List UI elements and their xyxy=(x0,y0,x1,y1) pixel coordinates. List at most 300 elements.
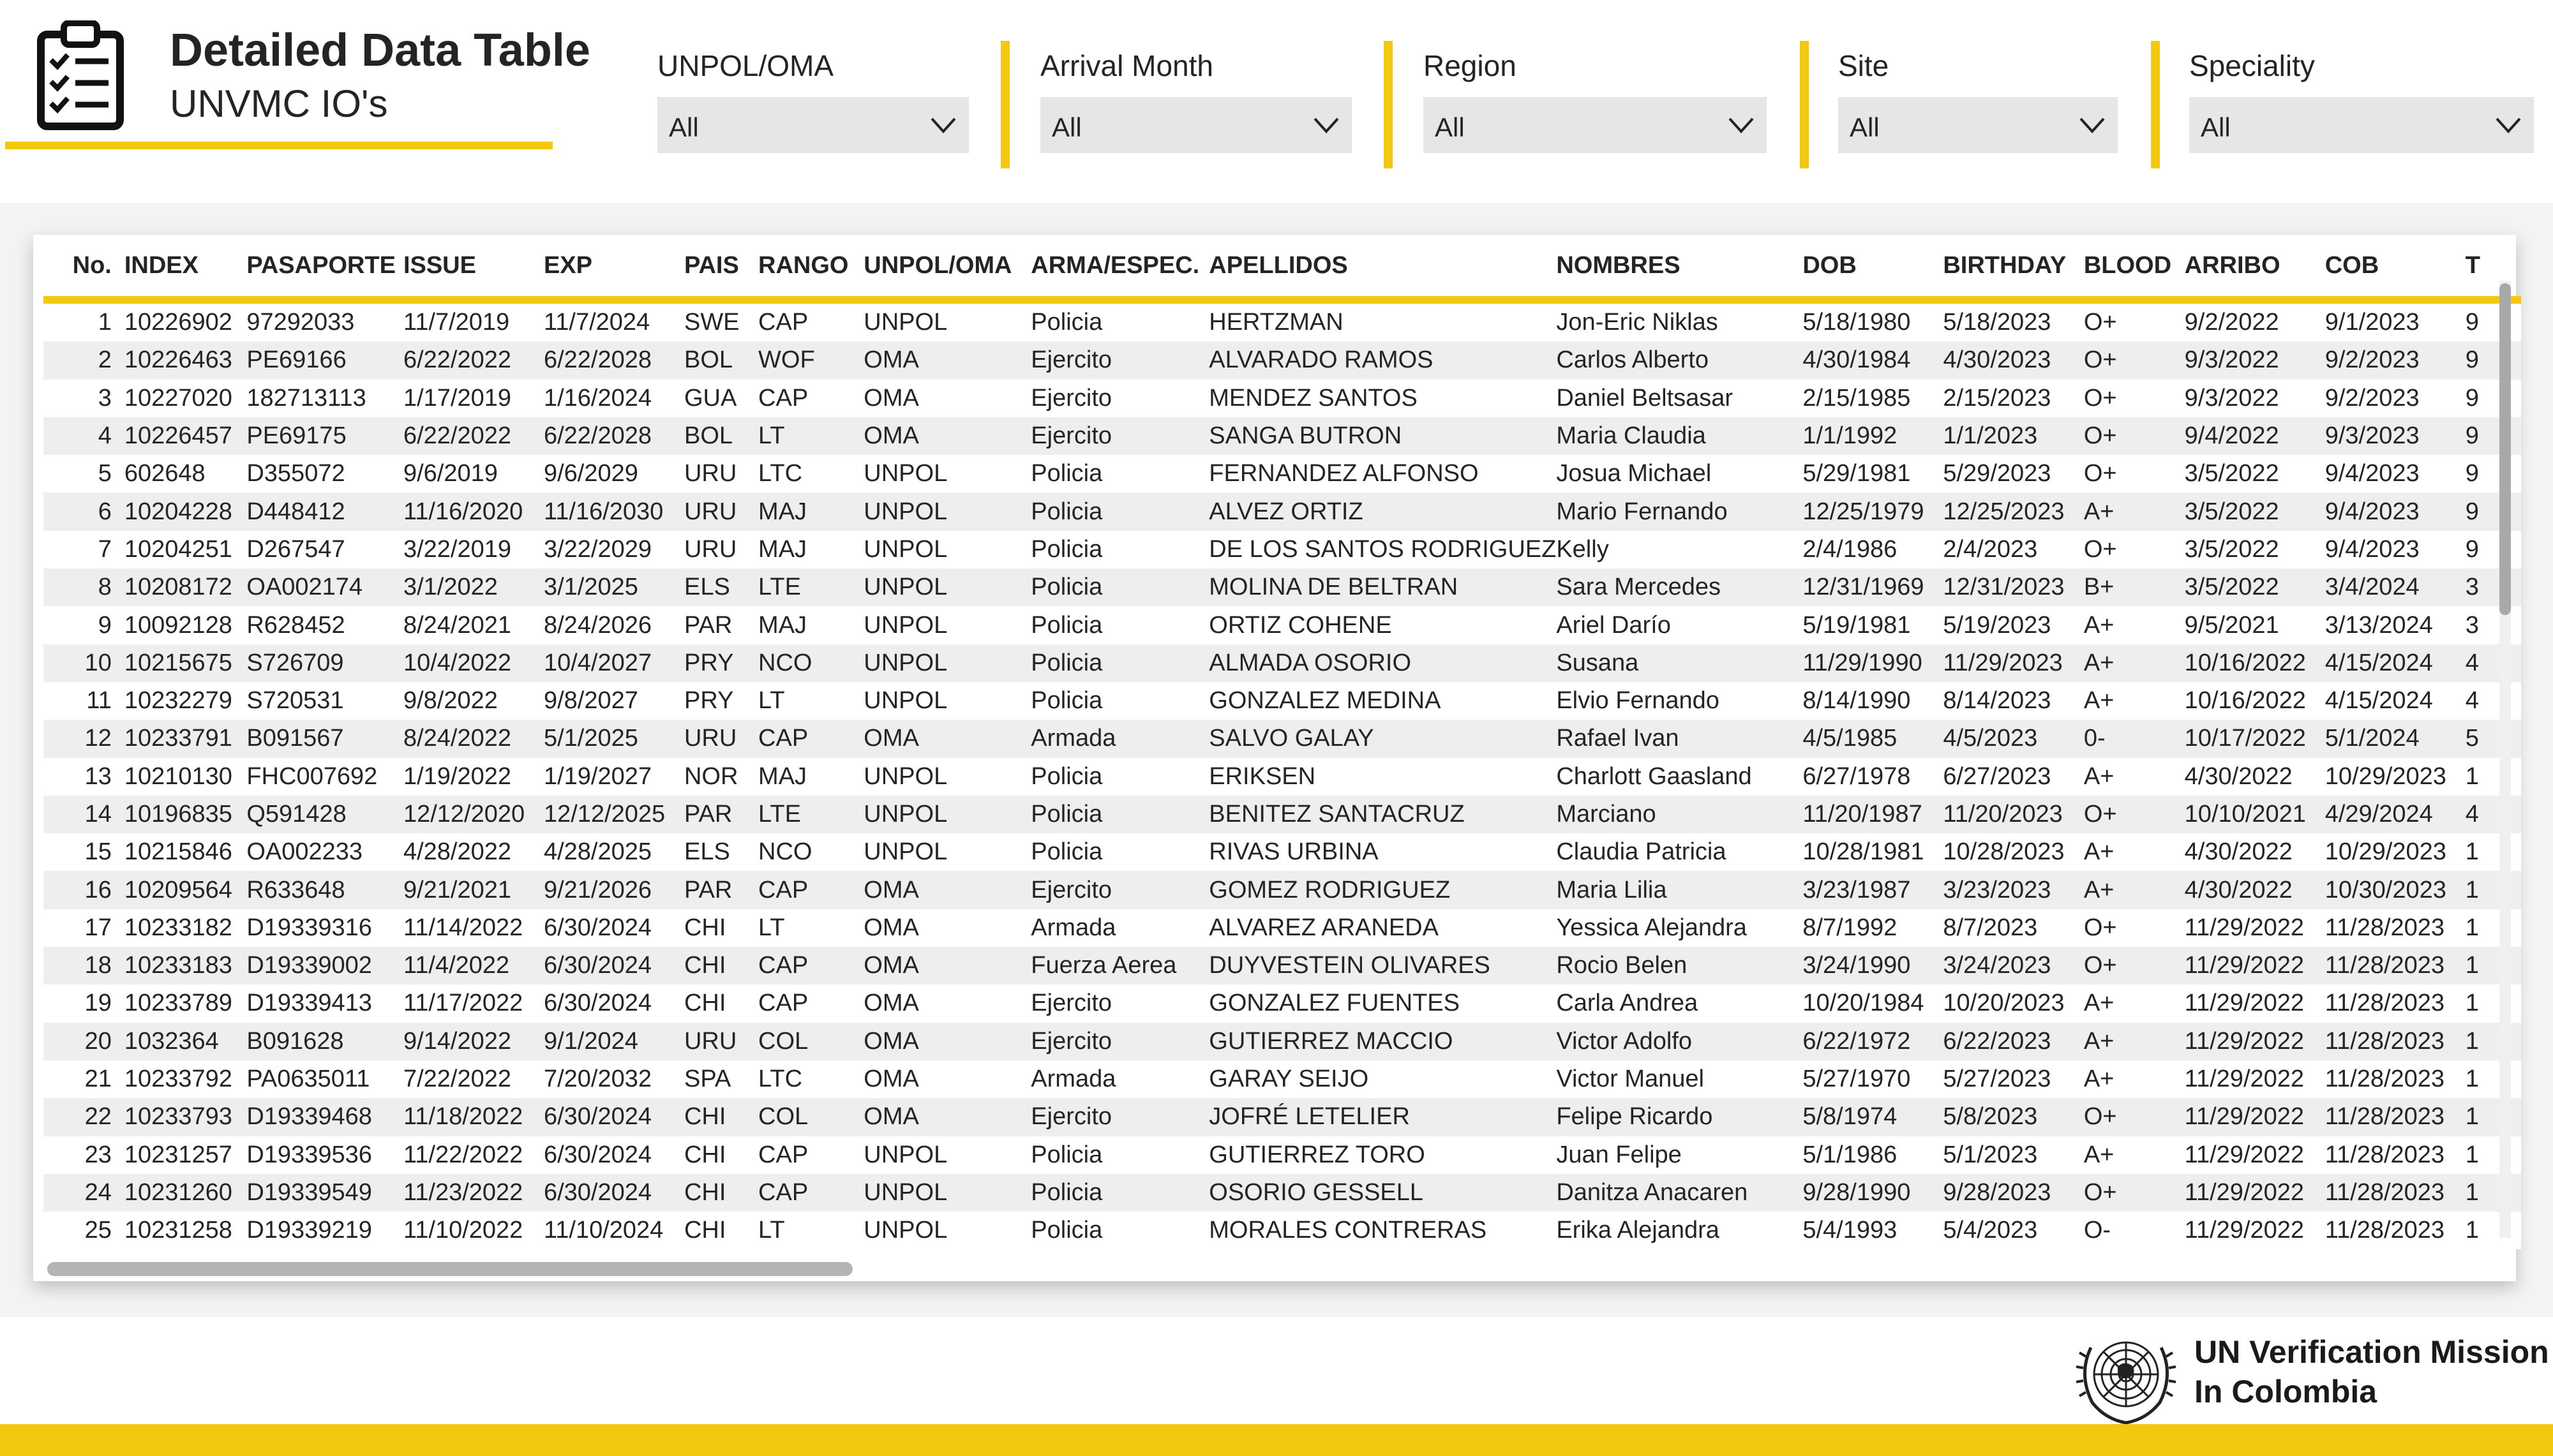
table-cell: 2 xyxy=(43,341,124,379)
table-cell: 11/14/2022 xyxy=(403,909,544,947)
table-cell: A+ xyxy=(2084,833,2185,871)
table-cell: 4/28/2022 xyxy=(403,833,544,871)
report-title: Detailed Data Table xyxy=(170,25,590,76)
table-cell: 10208172 xyxy=(124,568,247,606)
table-cell: SANGA BUTRON xyxy=(1209,417,1556,455)
table-cell: 11/16/2030 xyxy=(544,493,684,530)
table-cell: 1/19/2027 xyxy=(544,758,684,796)
table-cell: Ejercito xyxy=(1031,1098,1209,1136)
table-cell: D19339219 xyxy=(246,1212,403,1249)
table-cell: B091628 xyxy=(246,1023,403,1060)
table-cell: 6/30/2024 xyxy=(544,1174,684,1212)
divider xyxy=(2151,41,2160,168)
table-cell: 3/5/2022 xyxy=(2185,568,2325,606)
table-cell: O+ xyxy=(2084,341,2185,379)
table-cell: 1032364 xyxy=(124,1023,247,1060)
table-cell: 4/29/2024 xyxy=(2325,796,2466,833)
table-cell: OMA xyxy=(864,909,1031,947)
table-cell: 4 xyxy=(43,417,124,455)
table-cell: 9 xyxy=(2466,455,2521,493)
table-cell: A+ xyxy=(2084,606,2185,644)
table-cell: 9/2/2023 xyxy=(2325,380,2466,417)
horizontal-scrollbar-thumb[interactable] xyxy=(47,1262,853,1276)
table-cell: 12/12/2025 xyxy=(544,796,684,833)
table-cell: OSORIO GESSELL xyxy=(1209,1174,1556,1212)
table-cell: 1/1/1992 xyxy=(1802,417,1943,455)
unpol-oma-dropdown[interactable] xyxy=(657,97,969,153)
table-cell: UNPOL xyxy=(864,1136,1031,1174)
table-cell: HERTZMAN xyxy=(1209,300,1556,341)
table-row[interactable] xyxy=(43,682,2521,720)
table-cell: 10092128 xyxy=(124,606,247,644)
table-row[interactable] xyxy=(43,1098,2521,1136)
table-cell: 8/24/2026 xyxy=(544,606,684,644)
table-cell: 10204251 xyxy=(124,531,247,568)
table-cell: 3/1/2022 xyxy=(403,568,544,606)
table-cell: GONZALEZ FUENTES xyxy=(1209,984,1556,1022)
table-cell: A+ xyxy=(2084,493,2185,530)
table-cell: 11/29/2022 xyxy=(2185,909,2325,947)
table-cell: 11/29/2022 xyxy=(2185,1174,2325,1212)
table-cell: UNPOL xyxy=(864,758,1031,796)
table-cell: A+ xyxy=(2084,682,2185,720)
table-cell: CHI xyxy=(684,984,758,1022)
table-cell: 19 xyxy=(43,984,124,1022)
table-row[interactable] xyxy=(43,1212,2521,1249)
table-cell: 5/1/1986 xyxy=(1802,1136,1943,1174)
column-header[interactable]: ISSUE xyxy=(403,235,544,300)
table-cell: URU xyxy=(684,720,758,757)
table-row[interactable] xyxy=(43,493,2521,530)
table-cell: 1/19/2022 xyxy=(403,758,544,796)
chevron-down-icon xyxy=(2494,114,2522,137)
column-header[interactable]: INDEX xyxy=(124,235,247,300)
table-cell: UNPOL xyxy=(864,644,1031,682)
table-cell: Ejercito xyxy=(1031,984,1209,1022)
table-cell: 1 xyxy=(2466,1212,2521,1249)
filter-speciality xyxy=(2189,0,2534,166)
table-cell: UNPOL xyxy=(864,682,1031,720)
table-cell: 11/22/2022 xyxy=(403,1136,544,1174)
table-cell: 9/3/2023 xyxy=(2325,417,2466,455)
table-cell: 11/20/2023 xyxy=(1943,796,2083,833)
column-header[interactable]: DOB xyxy=(1802,235,1943,300)
table-cell: ALMADA OSORIO xyxy=(1209,644,1556,682)
table-cell: 3/23/1987 xyxy=(1802,871,1943,909)
table-cell: Policia xyxy=(1031,1212,1209,1249)
table-cell: 10/10/2021 xyxy=(2185,796,2325,833)
table-cell: 4/5/1985 xyxy=(1802,720,1943,757)
table-cell: 6/30/2024 xyxy=(544,1098,684,1136)
table-header-row xyxy=(43,235,2521,300)
table-cell: CAP xyxy=(758,1174,864,1212)
table-cell: UNPOL xyxy=(864,796,1031,833)
column-header[interactable]: ARRIBO xyxy=(2185,235,2325,300)
table-cell: 6 xyxy=(43,493,124,530)
table-cell: 6/30/2024 xyxy=(544,909,684,947)
table-cell: 10/17/2022 xyxy=(2185,720,2325,757)
table-cell: 5/1/2025 xyxy=(544,720,684,757)
table-cell: 17 xyxy=(43,909,124,947)
table-cell: COL xyxy=(758,1098,864,1136)
table-cell: 1 xyxy=(2466,984,2521,1022)
table-cell: URU xyxy=(684,455,758,493)
divider xyxy=(1001,41,1010,168)
table-row[interactable] xyxy=(43,720,2521,757)
table-cell: OMA xyxy=(864,871,1031,909)
table-cell: 11/28/2023 xyxy=(2325,909,2466,947)
table-cell: 4/30/2023 xyxy=(1943,341,2083,379)
table-cell: CHI xyxy=(684,947,758,984)
column-header[interactable]: T xyxy=(2466,235,2521,300)
table-cell: CHI xyxy=(684,909,758,947)
table-cell: 9/4/2023 xyxy=(2325,493,2466,530)
table-cell: 3 xyxy=(43,380,124,417)
table-cell: LTE xyxy=(758,796,864,833)
speciality-dropdown[interactable] xyxy=(2189,97,2534,153)
table-cell: Policia xyxy=(1031,758,1209,796)
table-cell: ALVAREZ ARANEDA xyxy=(1209,909,1556,947)
table-cell: O+ xyxy=(2084,380,2185,417)
table-row[interactable] xyxy=(43,300,2521,341)
table-cell: UNPOL xyxy=(864,493,1031,530)
table-cell: 10/28/2023 xyxy=(1943,833,2083,871)
table-cell: Ejercito xyxy=(1031,341,1209,379)
table-cell: DUYVESTEIN OLIVARES xyxy=(1209,947,1556,984)
vertical-scrollbar-thumb[interactable] xyxy=(2499,283,2511,615)
table-cell: 9/8/2027 xyxy=(544,682,684,720)
table-cell: 3 xyxy=(2466,568,2521,606)
table-row[interactable] xyxy=(43,455,2521,493)
organization-name xyxy=(2194,1332,2549,1411)
table-cell: 9/5/2021 xyxy=(2185,606,2325,644)
table-cell: 10/4/2027 xyxy=(544,644,684,682)
chevron-down-icon xyxy=(1312,114,1340,137)
table-cell: 9/4/2022 xyxy=(2185,417,2325,455)
chevron-down-icon xyxy=(1727,114,1755,137)
table-cell: 4/30/2022 xyxy=(2185,833,2325,871)
table-cell: 5/8/1974 xyxy=(1802,1098,1943,1136)
table-cell: 1 xyxy=(2466,1023,2521,1060)
table-cell: 11/28/2023 xyxy=(2325,1174,2466,1212)
table-row[interactable] xyxy=(43,1023,2521,1060)
table-row[interactable] xyxy=(43,871,2521,909)
table-cell: CAP xyxy=(758,984,864,1022)
table-cell: A+ xyxy=(2084,1136,2185,1174)
table-cell: 2/4/1986 xyxy=(1802,531,1943,568)
table-cell: A+ xyxy=(2084,984,2185,1022)
table-row[interactable] xyxy=(43,341,2521,379)
column-header[interactable]: ARMA/ESPEC. xyxy=(1031,235,1209,300)
column-header[interactable]: COB xyxy=(2325,235,2466,300)
table-cell: 1 xyxy=(2466,909,2521,947)
table-cell: OMA xyxy=(864,984,1031,1022)
table-cell: 1 xyxy=(2466,947,2521,984)
table-cell: D19339536 xyxy=(246,1136,403,1174)
table-cell: 10227020 xyxy=(124,380,247,417)
table-cell: 11/28/2023 xyxy=(2325,1060,2466,1098)
table-cell: 0- xyxy=(2084,720,2185,757)
table-cell: 11/29/2022 xyxy=(2185,1136,2325,1174)
table-cell: Juan Felipe xyxy=(1556,1136,1802,1174)
table-cell: 11 xyxy=(43,682,124,720)
dropdown-value: All xyxy=(2201,112,2231,142)
table-cell: Elvio Fernando xyxy=(1556,682,1802,720)
region-dropdown[interactable] xyxy=(1423,97,1767,153)
table-cell: Susana xyxy=(1556,644,1802,682)
table-cell: LTE xyxy=(758,568,864,606)
table-cell: PAR xyxy=(684,871,758,909)
table-cell: 10/16/2022 xyxy=(2185,644,2325,682)
table-cell: 10/30/2023 xyxy=(2325,871,2466,909)
column-header[interactable]: APELLIDOS xyxy=(1209,235,1556,300)
table-cell: 9 xyxy=(2466,531,2521,568)
table-cell: LT xyxy=(758,909,864,947)
table-cell: Mario Fernando xyxy=(1556,493,1802,530)
table-cell: Ariel Darío xyxy=(1556,606,1802,644)
table-cell: Policia xyxy=(1031,531,1209,568)
filter-label: Site xyxy=(1838,49,1889,82)
table-cell: 182713113 xyxy=(246,380,403,417)
table-cell: 8 xyxy=(43,568,124,606)
table-row[interactable] xyxy=(43,909,2521,947)
table-cell: 11/10/2024 xyxy=(544,1212,684,1249)
table-cell: 3/22/2029 xyxy=(544,531,684,568)
table-cell: 10/20/2023 xyxy=(1943,984,2083,1022)
filter-region xyxy=(1423,0,1768,166)
column-header[interactable]: No. xyxy=(43,235,124,300)
table-cell: Jon-Eric Niklas xyxy=(1556,300,1802,341)
table-cell: 4/15/2024 xyxy=(2325,682,2466,720)
table-cell: 14 xyxy=(43,796,124,833)
table-cell: 10/20/1984 xyxy=(1802,984,1943,1022)
table-cell: 5/1/2023 xyxy=(1943,1136,2083,1174)
column-header[interactable]: PAIS xyxy=(684,235,758,300)
table-cell: 10231257 xyxy=(124,1136,247,1174)
table-cell: A+ xyxy=(2084,871,2185,909)
table-row[interactable] xyxy=(43,380,2521,417)
table-cell: 11/28/2023 xyxy=(2325,1023,2466,1060)
table-cell: 10233183 xyxy=(124,947,247,984)
table-cell: Sara Mercedes xyxy=(1556,568,1802,606)
table-cell: UNPOL xyxy=(864,606,1031,644)
table-cell: Daniel Beltsasar xyxy=(1556,380,1802,417)
table-row[interactable] xyxy=(43,1136,2521,1174)
table-cell: Marciano xyxy=(1556,796,1802,833)
column-header[interactable]: EXP xyxy=(544,235,684,300)
dropdown-value: All xyxy=(1435,112,1465,142)
table-cell: Policia xyxy=(1031,300,1209,341)
filter-site xyxy=(1838,0,2119,166)
arrival-month-dropdown[interactable] xyxy=(1040,97,1352,153)
table-cell: 12/25/2023 xyxy=(1943,493,2083,530)
table-cell: B+ xyxy=(2084,568,2185,606)
table-cell: 3/5/2022 xyxy=(2185,531,2325,568)
table-cell: D19339002 xyxy=(246,947,403,984)
table-cell: UNPOL xyxy=(864,1174,1031,1212)
column-header[interactable]: BIRTHDAY xyxy=(1943,235,2083,300)
table-cell: D448412 xyxy=(246,493,403,530)
table-cell: UNPOL xyxy=(864,531,1031,568)
table-cell: 4/5/2023 xyxy=(1943,720,2083,757)
table-cell: 1 xyxy=(43,300,124,341)
table-cell: 11/29/2022 xyxy=(2185,1060,2325,1098)
table-cell: 11/16/2020 xyxy=(403,493,544,530)
site-dropdown[interactable] xyxy=(1838,97,2118,153)
table-cell: LTC xyxy=(758,1060,864,1098)
table-cell: 9/3/2022 xyxy=(2185,341,2325,379)
table-cell: 9/21/2026 xyxy=(544,871,684,909)
table-cell: 6/22/2022 xyxy=(403,341,544,379)
table-cell: S726709 xyxy=(246,644,403,682)
table-cell: 13 xyxy=(43,758,124,796)
table-cell: GUA xyxy=(684,380,758,417)
table-cell: ELS xyxy=(684,833,758,871)
un-emblem-icon xyxy=(2073,1328,2179,1428)
table-cell: 12/31/1969 xyxy=(1802,568,1943,606)
table-cell: PE69166 xyxy=(246,341,403,379)
table-row[interactable] xyxy=(43,531,2521,568)
table-cell: A+ xyxy=(2084,1023,2185,1060)
table-cell: 9 xyxy=(2466,493,2521,530)
table-cell: Ejercito xyxy=(1031,417,1209,455)
table-cell: D19339468 xyxy=(246,1098,403,1136)
column-header[interactable]: UNPOL/OMA xyxy=(864,235,1031,300)
table-cell: 6/22/2022 xyxy=(403,417,544,455)
table-cell: 9/4/2023 xyxy=(2325,531,2466,568)
table-cell: BENITEZ SANTACRUZ xyxy=(1209,796,1556,833)
table-cell: DE LOS SANTOS RODRIGUEZ xyxy=(1209,531,1556,568)
table-cell: 10226902 xyxy=(124,300,247,341)
table-cell: BOL xyxy=(684,341,758,379)
table-cell: CHI xyxy=(684,1136,758,1174)
table-cell: GARAY SEIJO xyxy=(1209,1060,1556,1098)
table-row[interactable] xyxy=(43,417,2521,455)
table-cell: Policia xyxy=(1031,796,1209,833)
table-cell: 9/2/2023 xyxy=(2325,341,2466,379)
table-row[interactable] xyxy=(43,833,2521,871)
table-cell: GUTIERREZ MACCIO xyxy=(1209,1023,1556,1060)
table-cell: Fuerza Aerea xyxy=(1031,947,1209,984)
table-cell: O+ xyxy=(2084,417,2185,455)
table-cell: 11/29/2022 xyxy=(2185,984,2325,1022)
table-cell: LT xyxy=(758,682,864,720)
table-cell: 10 xyxy=(43,644,124,682)
table-cell: PRY xyxy=(684,644,758,682)
table-cell: CAP xyxy=(758,720,864,757)
table-row[interactable] xyxy=(43,1174,2521,1212)
table-cell: O+ xyxy=(2084,909,2185,947)
table-cell: O+ xyxy=(2084,1098,2185,1136)
table-cell: OA002233 xyxy=(246,833,403,871)
table-cell: 9/3/2022 xyxy=(2185,380,2325,417)
table-cell: 11/20/1987 xyxy=(1802,796,1943,833)
table-cell: Policia xyxy=(1031,568,1209,606)
table-cell: Policia xyxy=(1031,1174,1209,1212)
table-cell: OMA xyxy=(864,720,1031,757)
table-cell: NOR xyxy=(684,758,758,796)
table-cell: CHI xyxy=(684,1174,758,1212)
table-cell: 3/13/2024 xyxy=(2325,606,2466,644)
table-cell: 11/28/2023 xyxy=(2325,947,2466,984)
table-cell: 11/28/2023 xyxy=(2325,1136,2466,1174)
table-row[interactable] xyxy=(43,568,2521,606)
table-viewport[interactable] xyxy=(43,235,2521,1256)
column-header[interactable]: PASAPORTE xyxy=(246,235,403,300)
table-cell: 10231258 xyxy=(124,1212,247,1249)
dropdown-value: All xyxy=(1850,112,1880,142)
table-cell: Maria Claudia xyxy=(1556,417,1802,455)
column-header[interactable]: NOMBRES xyxy=(1556,235,1802,300)
table-cell: 5/19/1981 xyxy=(1802,606,1943,644)
table-row[interactable] xyxy=(43,606,2521,644)
table-row[interactable] xyxy=(43,1060,2521,1098)
table-row[interactable] xyxy=(43,758,2521,796)
table-cell: UNPOL xyxy=(864,1212,1031,1249)
table-cell: 3/24/1990 xyxy=(1802,947,1943,984)
table-cell: Carlos Alberto xyxy=(1556,341,1802,379)
table-cell: 1/1/2023 xyxy=(1943,417,2083,455)
table-cell: CAP xyxy=(758,380,864,417)
table-row[interactable] xyxy=(43,984,2521,1022)
table-row[interactable] xyxy=(43,947,2521,984)
table-cell: 9/8/2022 xyxy=(403,682,544,720)
table-cell: Policia xyxy=(1031,682,1209,720)
column-header[interactable]: BLOOD xyxy=(2084,235,2185,300)
table-cell: 9 xyxy=(43,606,124,644)
table-cell: 11/29/2022 xyxy=(2185,1098,2325,1136)
table-cell: 11/28/2023 xyxy=(2325,1212,2466,1249)
table-cell: 9 xyxy=(2466,300,2521,341)
table-cell: 4 xyxy=(2466,796,2521,833)
table-cell: Charlott Gaasland xyxy=(1556,758,1802,796)
footer-accent-bar xyxy=(0,1424,2553,1456)
filter-unpol-oma xyxy=(657,0,970,166)
table-cell: 9/21/2021 xyxy=(403,871,544,909)
table-cell: LTC xyxy=(758,455,864,493)
table-cell: O+ xyxy=(2084,947,2185,984)
table-cell: MOLINA DE BELTRAN xyxy=(1209,568,1556,606)
table-cell: 15 xyxy=(43,833,124,871)
table-cell: 5/4/2023 xyxy=(1943,1212,2083,1249)
table-cell: D19339549 xyxy=(246,1174,403,1212)
table-cell: 8/7/2023 xyxy=(1943,909,2083,947)
table-cell: Maria Lilia xyxy=(1556,871,1802,909)
table-cell: 21 xyxy=(43,1060,124,1098)
table-cell: Erika Alejandra xyxy=(1556,1212,1802,1249)
table-row[interactable] xyxy=(43,796,2521,833)
table-cell: 10204228 xyxy=(124,493,247,530)
table-cell: 11/29/2022 xyxy=(2185,947,2325,984)
column-header[interactable]: RANGO xyxy=(758,235,864,300)
table-cell: 5 xyxy=(43,455,124,493)
table-cell: MORALES CONTRERAS xyxy=(1209,1212,1556,1249)
table-cell: UNPOL xyxy=(864,833,1031,871)
table-cell: ALVARADO RAMOS xyxy=(1209,341,1556,379)
table-row[interactable] xyxy=(43,644,2521,682)
table-cell: O+ xyxy=(2084,300,2185,341)
table-cell: 16 xyxy=(43,871,124,909)
table-cell: 6/22/2028 xyxy=(544,417,684,455)
table-cell: OMA xyxy=(864,341,1031,379)
table-cell: Ejercito xyxy=(1031,871,1209,909)
table-cell: Policia xyxy=(1031,493,1209,530)
table-cell: ALVEZ ORTIZ xyxy=(1209,493,1556,530)
table-cell: 10209564 xyxy=(124,871,247,909)
table-cell: 4/30/2022 xyxy=(2185,871,2325,909)
title-block xyxy=(0,0,590,151)
table-cell: WOF xyxy=(758,341,864,379)
